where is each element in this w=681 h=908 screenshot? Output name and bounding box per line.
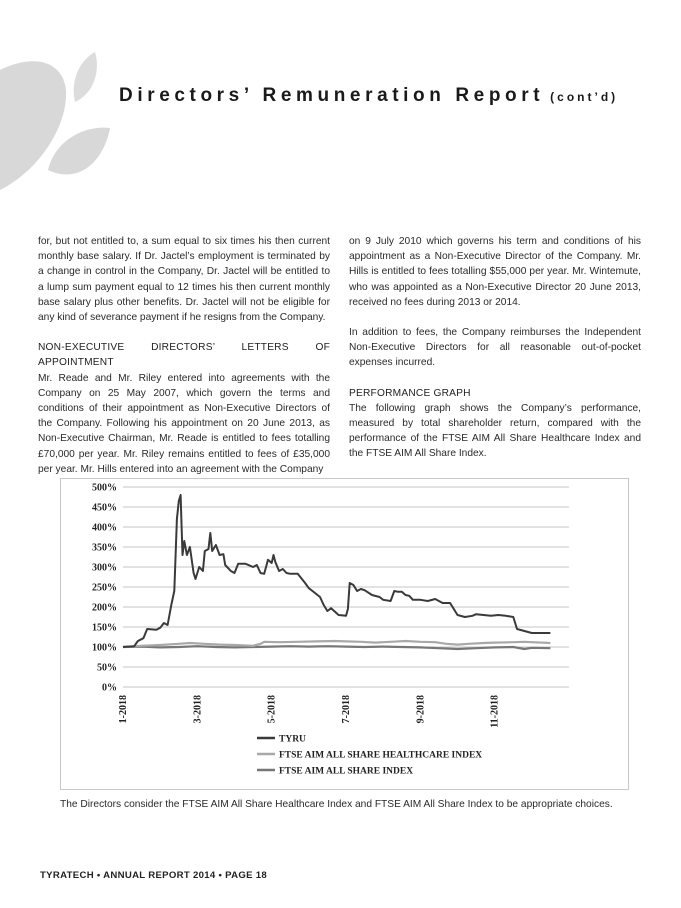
y-tick-label: 50%	[97, 662, 117, 674]
decorative-leaf-shapes	[0, 0, 110, 200]
right-paragraph-3: The following graph shows the Company’s performance, measured by total shareholder return, compared with the performance of the FTSE AIM All Share Healthcare Index and the FTSE AIM All Share Index.	[349, 402, 641, 460]
title-text: Directors’ Remuneration Report	[119, 85, 545, 106]
y-tick-label: 500%	[92, 482, 117, 494]
y-tick-label: 300%	[92, 562, 117, 574]
right-paragraph-2: In addition to fees, the Company reimburses the Independent Non-Executive Directors for all reasonable out-of-pocket expenses incurred.	[349, 327, 641, 369]
legend-label: FTSE AIM ALL SHARE INDEX	[279, 766, 414, 777]
x-tick-label: 11-2018	[489, 695, 501, 728]
section-heading-appointment: NON-EXECUTIVE DIRECTORS’ LETTERS OF APPOINTMENT	[38, 342, 330, 369]
x-tick-label: 5-2018	[266, 695, 278, 724]
y-tick-label: 350%	[92, 542, 117, 554]
right-paragraph-1: on 9 July 2010 which governs his term and conditions of his appointment as a Non-Executive Director of the Company. Mr. Hills is entitled to fees totalling $55,000 per year. Mr. Wintemute, who was appointed as a Non-Executive Director 20 June 2013, received no fees during 2013 or 2014.	[349, 236, 641, 308]
x-tick-label: 1-2018	[118, 695, 129, 724]
left-paragraph-1: for, but not entitled to, a sum equal to six times his then current monthly base salary. If Dr. Jactel’s employment is terminated by a change in control in the Company, Dr. Jactel will be entitled to a lump sum payment equal to 12 times his then current monthly base salary plus other benefits. Dr. Jactel will not be eligible for any kind of severance payment if he resigns from the Company.	[38, 236, 330, 324]
title-contd: (cont’d)	[550, 90, 619, 104]
y-tick-label: 450%	[92, 502, 117, 514]
performance-chart-svg	[61, 479, 628, 789]
left-paragraph-2: Mr. Reade and Mr. Riley entered into agreements with the Company on 25 May 2007, which govern the terms and conditions of their appointment as Non-Executive Directors of the Company. Following his appointment on 20 June 2013, as Non-Executive Chairman, Mr. Reade is entitled to fees totalling £70,000 per year. Mr. Riley remains entitled to fees of £35,000 per year. Mr. Hills entered into an agreement with the Company	[38, 372, 330, 475]
y-tick-label: 150%	[92, 622, 117, 634]
chart-caption: The Directors consider the FTSE AIM All Share Healthcare Index and FTSE AIM All Share Index to be appropriate choices.	[60, 799, 613, 810]
series-line	[123, 495, 550, 647]
x-tick-label: 9-2018	[415, 695, 427, 724]
page-footer: TYRATECH • ANNUAL REPORT 2014 • PAGE 18	[40, 870, 268, 881]
y-tick-label: 0%	[102, 682, 117, 694]
y-tick-label: 250%	[92, 582, 117, 594]
x-tick-label: 7-2018	[341, 695, 352, 724]
y-tick-label: 400%	[92, 522, 117, 534]
legend-label: TYRU	[279, 734, 306, 745]
section-heading-performance: PERFORMANCE GRAPH	[349, 387, 471, 399]
left-column	[38, 234, 330, 477]
page-title	[119, 85, 618, 107]
x-tick-label: 3-2018	[192, 695, 204, 724]
right-column	[349, 234, 641, 462]
y-tick-label: 200%	[92, 602, 117, 614]
legend-label: FTSE AIM ALL SHARE HEALTHCARE INDEX	[279, 750, 483, 761]
y-tick-label: 100%	[92, 642, 117, 654]
performance-chart	[60, 478, 629, 790]
